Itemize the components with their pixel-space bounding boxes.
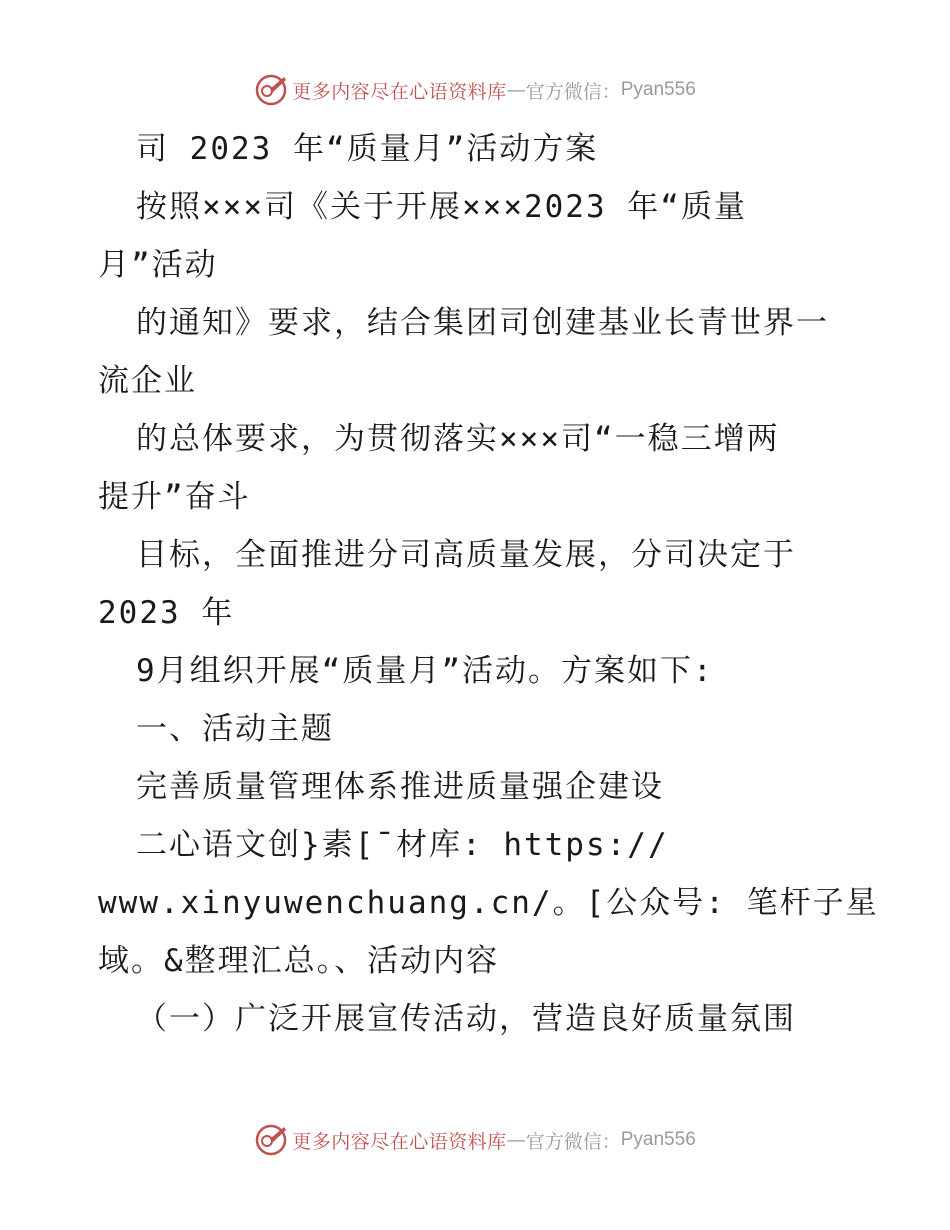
paragraph-line: 提升”奋斗 (98, 479, 251, 515)
paragraph-line: 按照×××司《关于开展×××2023 年“质量 (136, 189, 747, 225)
paragraph-line: 的通知》要求，结合集团司创建基业长青世界一 (136, 305, 829, 341)
paragraph-line: 2023 年 (98, 595, 235, 631)
paragraph-line: 9月组织开展“质量月”活动。方案如下: (136, 653, 714, 689)
paragraph-line: www.xinyuwenchuang.cn/。[公众号: 笔杆子星 (98, 885, 879, 921)
banner-title: 更多内容尽在心语资料库 (292, 1130, 507, 1153)
subsection-heading: （一）广泛开展宣传活动，营造良好质量氛围 (136, 1001, 796, 1037)
paragraph-line: 目标，全面推进分司高质量发展，分司决定于 (136, 537, 796, 573)
paragraph-line: 月”活动 (98, 247, 218, 283)
paragraph-line: 二心语文创}素[¯材库: https:// (136, 827, 669, 863)
banner-wechat-id: Pyan556 (620, 79, 696, 100)
section-heading: 一、活动主题 (136, 711, 334, 747)
paragraph-line: 流企业 (98, 363, 197, 399)
footer-watermark-banner (0, 1120, 950, 1160)
paragraph-line: 的总体要求，为贯彻落实×××司“一稳三增两 (136, 421, 780, 457)
banner-wechat-label: 官方微信： (525, 1130, 621, 1153)
doc-title-line: 司 2023 年“质量月”活动方案 (136, 131, 599, 167)
pen-logo-icon (254, 1123, 288, 1157)
document-body (98, 120, 879, 1048)
banner-wechat-label: 官方微信： (525, 80, 621, 103)
banner-wechat-id: Pyan556 (620, 1129, 696, 1150)
paragraph-line: 域。&整理汇总。、活动内容 (98, 943, 500, 979)
header-watermark-banner (0, 70, 950, 110)
banner-dash: — (506, 79, 526, 101)
banner-dash: — (506, 1129, 526, 1151)
pen-logo-icon (254, 73, 288, 107)
banner-title: 更多内容尽在心语资料库 (292, 80, 507, 103)
paragraph-line: 完善质量管理体系推进质量强企建设 (136, 769, 664, 805)
